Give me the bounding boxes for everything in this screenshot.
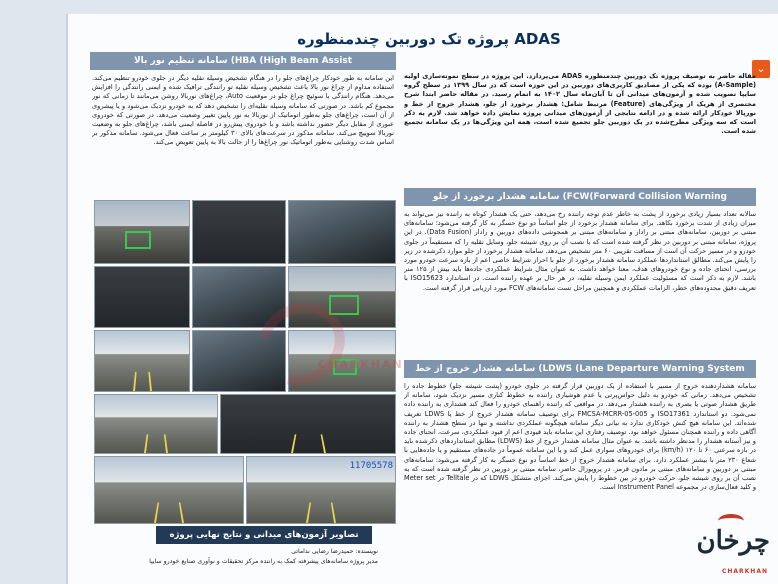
fcw-paragraph: سالانه تعداد بسیار زیادی برخورد از پشت به خاطر عدم توجه راننده رخ می‌دهد، حتی یک هشدار کوتاه به راننده نیز می‌تواند به میزان زیادی از شدت برخورد بکاهد. برای سامانه هشدار برخورد از جلو اساساً دو نوع حسگر به کار گرفته می‌شود؛ سامانه‌های مبتنی بر دوربین، سامانه‌های مبتنی بر رادار و سامانه‌های مبتنی بر همجوشی داده‌های دوربین و رادار (Data Fusion). در این پروژه، سامانه مبتنی بر دوربین در نظر گرفته شده است که با نصب آن بر روی شیشه جلو، وسایل نقلیه را که مستقیماً در جلوی خودرو و در مسیر حرکت آن است از مسافت تقریبی ۶۰ متر تشخیص می‌دهد. سامانه هشدار برخورد از جلو موارد ذکرشده در زیر را پایش می‌کند. مطالق استانداردها عملکرد سامانه هشدار برخورد از جلو با احراز شرایط خاصی اعم از بازه سرعت خودرو مورد بررسی، انحنای جاده و نوع خودروهای هدف، معنا خواهد داشت. به عنوان مثال شرایط عملکردی جاده‌ها باید بیش از ۱۲۵ متر باشد. لازم به ذکر است که مسئولیت عملکرد ایمن وسیله نقلیه، در هر حال بر عهده راننده است. در استاندارد ISO15623 با تعریف دقیق محدوده‌های خطر، الزامات عملکردی و همچنین مراحل تست سامانه‌های FCW مورد ارزیابی قرار گرفته است. bbox=[404, 210, 756, 292]
brand-logo bbox=[696, 510, 778, 584]
credits bbox=[128, 547, 378, 567]
hba-heading: سامانه تنظیم نور بالا (HBA (High Beam Assist bbox=[90, 52, 396, 70]
lane-view-left bbox=[94, 394, 218, 454]
overlay-number: 11705578 bbox=[349, 461, 393, 471]
test-photo-1 bbox=[94, 200, 190, 264]
page-title: پروژه تک دوربین چندمنظوره ADAS bbox=[297, 30, 561, 48]
corner-tag-icon: ⌄ bbox=[752, 60, 770, 78]
gallery-caption: تصاویر آزمون‌های میدانی و نتایج نهایی پروژه bbox=[156, 526, 372, 544]
test-photo-3 bbox=[288, 200, 396, 264]
author-line: نویسنده: حمیدرضا رضایی نداماتی bbox=[291, 548, 378, 555]
test-photo-2 bbox=[192, 200, 286, 264]
test-photo-7 bbox=[94, 330, 190, 392]
magazine-page bbox=[66, 14, 778, 584]
page-title-bar bbox=[88, 22, 770, 56]
watermark-text: CHARKHAN bbox=[318, 358, 404, 371]
ldws-heading: سامانه هشدار خروج از خط (LDWS (Lane Departure Warning System bbox=[404, 360, 756, 378]
author-role-line: مدیر پروژه سامانه‌های پیشرفته کمک به راننده مرکز تحقیقات و نوآوری صنایع خودرو سایپا bbox=[149, 558, 378, 565]
hba-paragraph: این سامانه به طور خودکار چراغ‌های جلو را در هنگام تشخیص وسیله نقلیه دیگر در جلوی خودرو تنظیم می‌کند. استفاده مداوم از چراغ نور بالا باعث تشخیص وسیله نقلیه تو رانندگی ترافیک شده و ایمنی رانندگی را افزایش می‌دهد. هنگام رانندگی با سوئیچ چراغ جلو در موقعیت Auto، چراغ‌های نوربالا روشن می‌مانند تا زمانی که نور مجموع کم باشد. در صورتی که سامانه وسیله نقلیه‌ای را تشخیص دهد که به خودرو نزدیک می‌شود و یا پیشروی از آن است، چراغ‌های جلو به‌طور اتوماتیک از نوربالا به نور پایین تغییر وضعیت می‌دهد. در صورتی که خودروی عبوری از مقابل دیگر حضور نداشته باشد و یا خودروی پیش‌رو در فاصله ایمنی باشد، چراغ‌های جلو به وضعیت نوربالا سوییچ می‌کند. سامانه مذکور در سرعت‌های بالای ۳۰ کیلومتر بر ساعت فعال می‌شود. سامانه مذکور بر اساس شدت روشنایی به‌طور اتوماتیک نور چراغ‌ها را از حالت بالا به پایین تعویض می‌کند. bbox=[92, 74, 394, 147]
test-photo-4 bbox=[94, 266, 190, 328]
lane-view-right bbox=[220, 394, 396, 454]
ldws-paragraph: سامانه هشداردهنده خروج از مسیر با استفاده از یک دوربین قرار گرفته در جلوی خودرو (پشت شیشه جلو) خطوط جاده را تشخیص می‌دهد. زمانی که خودرو به دلیل حواس‌پرتی یا عدم هوشیاری راننده به خطوط کناری مسیر نزدیک شود، سامانه از طریق هشدار صوتی یا بصری به راننده هشدار می‌دهد. در مواقعی که راننده راهنمای خودرو را فعال کند هشداری به راننده داده نمی‌شود. دو استاندارد ISO17361 و FMCSA-MCRR-05-005 برای توصیف سامانه هشدار خروج از خط یا LDWS تعریف شده‌اند. این سامانه هیچ کنش خودکاری ندارد به بیانی دیگر سامانه هیچگونه عملکردی نداشته و تنها در سطح هشدار به راننده آگاهی داده و راننده همچنان مسئول خواهد بود. توصیف رفتاری این سامانه باید قیودی اعم از قیود عملکردی، سرعت، انحنای جاده و نیز آستانه هشدار را مدنظر داشته باشد. به عنوان مثال سامانه هشدار خروج از خط (LDWS) مطابق استانداردهای ذکرشده باید در بازه سرعتی ۶۰ تا ۱۲۰ (km/h) برای خودروهای سواری عمل کند و یا این سامانه عموماً در جاده‌های مستقیم و یا جاده‌هایی با شعاع ۲۳۰ متر با بیشتر عملکرد دارد. برای سامانه هشدار خروج از خط اساساً دو نوع حسگر به کار گرفته می‌شود: سامانه‌های مبتنی بر دوربین و سامانه‌های مبتنی بر مادون قرمز. در پروپوزال حاضر، سامانه مبتنی بر دوربین در نظر گرفته شده است که به نصب آن بر روی شیشه جلو، حرکت خودرو در بین خطوط را پایش می‌کند. اجزای متشکل LDWS که در Telltale در Meter set و کلید فعال‌سازی در مجموعه Instrument Panel است. bbox=[404, 382, 756, 492]
road-view-right bbox=[246, 456, 396, 524]
logo-wordmark: چرخان bbox=[696, 526, 770, 556]
road-view-left bbox=[94, 456, 244, 524]
fcw-heading: سامانه هشدار برخورد از جلو (FCW(Forward Collision Warning bbox=[404, 188, 756, 206]
logo-subtitle: CHARKHAN bbox=[721, 568, 768, 575]
intro-paragraph: مقاله حاضر به توصیف پروژه تک دوربین چندمنظوره ADAS می‌پردازد. این پروژه در سطح نمونه‌سازی اولیه (A-Sample) بوده که یکی از مصادیق کاربری‌های دوربین در این حوزه است که در سال ۱۳۹۹ در سطح گروه سایپا تصویب شده و آزمون‌های میدانی آن تا آبان‌ماه سال ۱۴۰۲ به اتمام رسید. در مقاله حاضر ابتدا شرح مختصری از هریک از ویژگی‌های (Feature) مرتبط شامل: هشدار برخورد از جلو، هشدار خروج از خط و نورپالا خودکار ارائه شده و در ادامه نتایجی از آزمون‌های میدانی پروژه نمایش داده خواهد شد. لازم به ذکر است که سه ویژگی مطرح‌شده در یک دوربین جلو تجمیع شده است، همه این ویژگی‌ها در یک سامانه تجمیع شده است. bbox=[404, 72, 756, 136]
